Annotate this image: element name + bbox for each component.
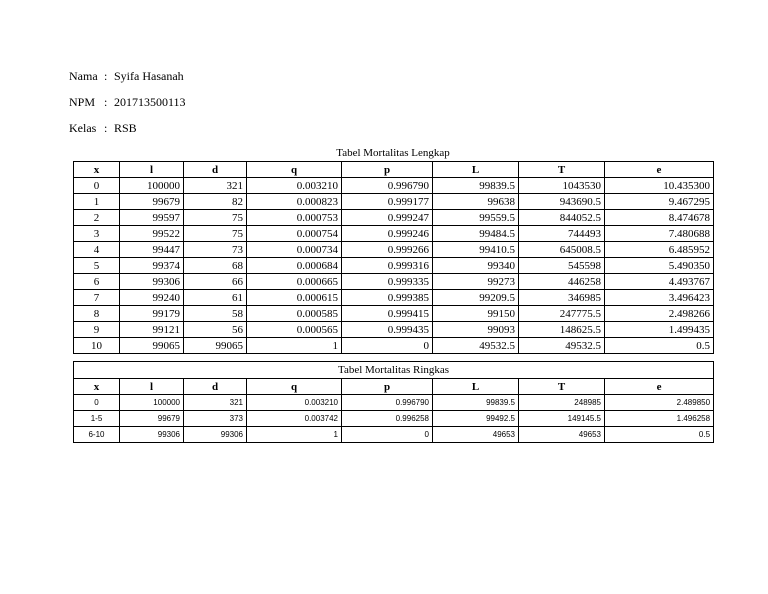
- table-cell: 3.496423: [605, 290, 714, 306]
- table-cell: 0.996790: [342, 178, 433, 194]
- table-cell: 0.000684: [247, 258, 342, 274]
- table-cell: 99240: [120, 290, 184, 306]
- table-lengkap-title: Tabel Mortalitas Lengkap: [336, 147, 450, 159]
- header-cell: d: [184, 162, 247, 178]
- table-cell: 346985: [519, 290, 605, 306]
- table-cell: 73: [184, 242, 247, 258]
- table-cell: 99559.5: [433, 210, 519, 226]
- table-row: [74, 322, 714, 338]
- table-cell: 99638: [433, 194, 519, 210]
- table-cell: 2: [74, 210, 120, 226]
- table-cell: 99065: [184, 338, 247, 354]
- table-cell: 99306: [120, 427, 184, 443]
- table-cell: 100000: [120, 395, 184, 411]
- table-cell: 68: [184, 258, 247, 274]
- table-caption-row: [74, 362, 714, 379]
- table-cell: 248985: [519, 395, 605, 411]
- table-cell: 645008.5: [519, 242, 605, 258]
- table-cell: 10: [74, 338, 120, 354]
- table-cell: 0.003210: [247, 395, 342, 411]
- table-cell: 0.999247: [342, 210, 433, 226]
- table-row: [74, 338, 714, 354]
- table-cell: 66: [184, 274, 247, 290]
- table-cell: 1: [247, 427, 342, 443]
- table-cell: 8.474678: [605, 210, 714, 226]
- header-cell: T: [519, 162, 605, 178]
- table-row: [74, 306, 714, 322]
- table-cell: 0.5: [605, 427, 714, 443]
- table-cell: 0.000734: [247, 242, 342, 258]
- table-ringkas-title: Tabel Mortalitas Ringkas: [74, 362, 714, 379]
- table-row: [74, 258, 714, 274]
- table-cell: 0.996258: [342, 411, 433, 427]
- table-cell: 0.003742: [247, 411, 342, 427]
- table-cell: 2.489850: [605, 395, 714, 411]
- header-cell: L: [433, 379, 519, 395]
- nama-label: Nama: [69, 69, 98, 83]
- table-cell: 99093: [433, 322, 519, 338]
- table-cell: 6.485952: [605, 242, 714, 258]
- table-mortalitas-lengkap: [73, 161, 714, 354]
- table-cell: 99679: [120, 194, 184, 210]
- table-cell: 4: [74, 242, 120, 258]
- table-cell: 247775.5: [519, 306, 605, 322]
- table-cell: 75: [184, 210, 247, 226]
- table-cell: 545598: [519, 258, 605, 274]
- table-cell: 0.000753: [247, 210, 342, 226]
- table-cell: 0.999266: [342, 242, 433, 258]
- table-cell: 9.467295: [605, 194, 714, 210]
- table-cell: 844052.5: [519, 210, 605, 226]
- table-cell: 82: [184, 194, 247, 210]
- table-cell: 0: [74, 395, 120, 411]
- table-cell: 99839.5: [433, 178, 519, 194]
- table-cell: 61: [184, 290, 247, 306]
- table-row: [74, 194, 714, 210]
- table-cell: 148625.5: [519, 322, 605, 338]
- table-cell: 100000: [120, 178, 184, 194]
- table-cell: 99306: [120, 274, 184, 290]
- table-header-row: [74, 379, 714, 395]
- table-cell: 0.000585: [247, 306, 342, 322]
- table-cell: 446258: [519, 274, 605, 290]
- header-cell: p: [342, 379, 433, 395]
- table-cell: 1-5: [74, 411, 120, 427]
- npm-colon: :: [104, 95, 108, 109]
- table-cell: 49532.5: [433, 338, 519, 354]
- table-row: [74, 411, 714, 427]
- table-cell: 4.493767: [605, 274, 714, 290]
- table-cell: 0.003210: [247, 178, 342, 194]
- table-row: [74, 395, 714, 411]
- table-cell: 75: [184, 226, 247, 242]
- table-ringkas-body: [74, 395, 714, 443]
- table-cell: 3: [74, 226, 120, 242]
- header-cell: l: [120, 162, 184, 178]
- table-cell: 99522: [120, 226, 184, 242]
- table-cell: 0.000615: [247, 290, 342, 306]
- table-cell: 0.000565: [247, 322, 342, 338]
- header-cell: L: [433, 162, 519, 178]
- table-cell: 1: [74, 194, 120, 210]
- table-cell: 99209.5: [433, 290, 519, 306]
- npm-line: [69, 95, 186, 109]
- header-cell: x: [74, 379, 120, 395]
- table-cell: 99447: [120, 242, 184, 258]
- table-cell: 8: [74, 306, 120, 322]
- table-cell: 0.999246: [342, 226, 433, 242]
- nama-value: Syifa Hasanah: [114, 69, 184, 83]
- header-cell: l: [120, 379, 184, 395]
- kelas-label: Kelas: [69, 121, 97, 135]
- table-mortalitas-ringkas: [73, 361, 714, 443]
- table-cell: 49532.5: [519, 338, 605, 354]
- table-header-row: [74, 162, 714, 178]
- table-cell: 49653: [433, 427, 519, 443]
- table-cell: 0.999316: [342, 258, 433, 274]
- table-cell: 49653: [519, 427, 605, 443]
- table-cell: 0.000823: [247, 194, 342, 210]
- table-cell: 9: [74, 322, 120, 338]
- table-row: [74, 226, 714, 242]
- table-cell: 0.000754: [247, 226, 342, 242]
- table-cell: 0: [342, 427, 433, 443]
- table-cell: 0.999177: [342, 194, 433, 210]
- table-cell: 99121: [120, 322, 184, 338]
- table-cell: 7.480688: [605, 226, 714, 242]
- table-cell: 10.435300: [605, 178, 714, 194]
- table-cell: 99273: [433, 274, 519, 290]
- table-row: [74, 290, 714, 306]
- table-cell: 0.999435: [342, 322, 433, 338]
- table-cell: 0.999385: [342, 290, 433, 306]
- table-cell: 99484.5: [433, 226, 519, 242]
- table-cell: 6-10: [74, 427, 120, 443]
- table-cell: 99179: [120, 306, 184, 322]
- table-cell: 1.499435: [605, 322, 714, 338]
- nama-colon: :: [104, 69, 108, 83]
- table-cell: 1: [247, 338, 342, 354]
- npm-label: NPM: [69, 95, 96, 109]
- table-lengkap-body: [74, 178, 714, 354]
- table-cell: 99374: [120, 258, 184, 274]
- npm-value: 201713500113: [114, 95, 186, 109]
- table-cell: 99679: [120, 411, 184, 427]
- table-cell: 99340: [433, 258, 519, 274]
- table-row: [74, 178, 714, 194]
- header-cell: q: [247, 379, 342, 395]
- table-row: [74, 242, 714, 258]
- table-cell: 99597: [120, 210, 184, 226]
- table-cell: 943690.5: [519, 194, 605, 210]
- table-cell: 99150: [433, 306, 519, 322]
- table-cell: 744493: [519, 226, 605, 242]
- table-cell: 0.999335: [342, 274, 433, 290]
- header-cell: x: [74, 162, 120, 178]
- table-cell: 321: [184, 178, 247, 194]
- nama-line: [69, 69, 184, 83]
- table-cell: 56: [184, 322, 247, 338]
- kelas-colon: :: [104, 121, 108, 135]
- kelas-value: RSB: [114, 121, 137, 135]
- header-cell: q: [247, 162, 342, 178]
- header-cell: T: [519, 379, 605, 395]
- table-cell: 99492.5: [433, 411, 519, 427]
- table-row: [74, 427, 714, 443]
- table-cell: 149145.5: [519, 411, 605, 427]
- table-cell: 5.490350: [605, 258, 714, 274]
- table-cell: 5: [74, 258, 120, 274]
- table-cell: 0.000665: [247, 274, 342, 290]
- table-cell: 373: [184, 411, 247, 427]
- table-cell: 0.999415: [342, 306, 433, 322]
- table-cell: 0.5: [605, 338, 714, 354]
- table-row: [74, 210, 714, 226]
- table-cell: 1043530: [519, 178, 605, 194]
- table-cell: 2.498266: [605, 306, 714, 322]
- header-cell: d: [184, 379, 247, 395]
- table-cell: 99839.5: [433, 395, 519, 411]
- header-cell: e: [605, 379, 714, 395]
- table-cell: 7: [74, 290, 120, 306]
- table-cell: 1.496258: [605, 411, 714, 427]
- table-row: [74, 274, 714, 290]
- table-cell: 0.996790: [342, 395, 433, 411]
- table-cell: 0: [342, 338, 433, 354]
- table-cell: 99065: [120, 338, 184, 354]
- table-cell: 321: [184, 395, 247, 411]
- table-cell: 6: [74, 274, 120, 290]
- kelas-line: [69, 121, 137, 135]
- table-cell: 99306: [184, 427, 247, 443]
- table-cell: 58: [184, 306, 247, 322]
- header-cell: e: [605, 162, 714, 178]
- header-cell: p: [342, 162, 433, 178]
- table-cell: 99410.5: [433, 242, 519, 258]
- table-cell: 0: [74, 178, 120, 194]
